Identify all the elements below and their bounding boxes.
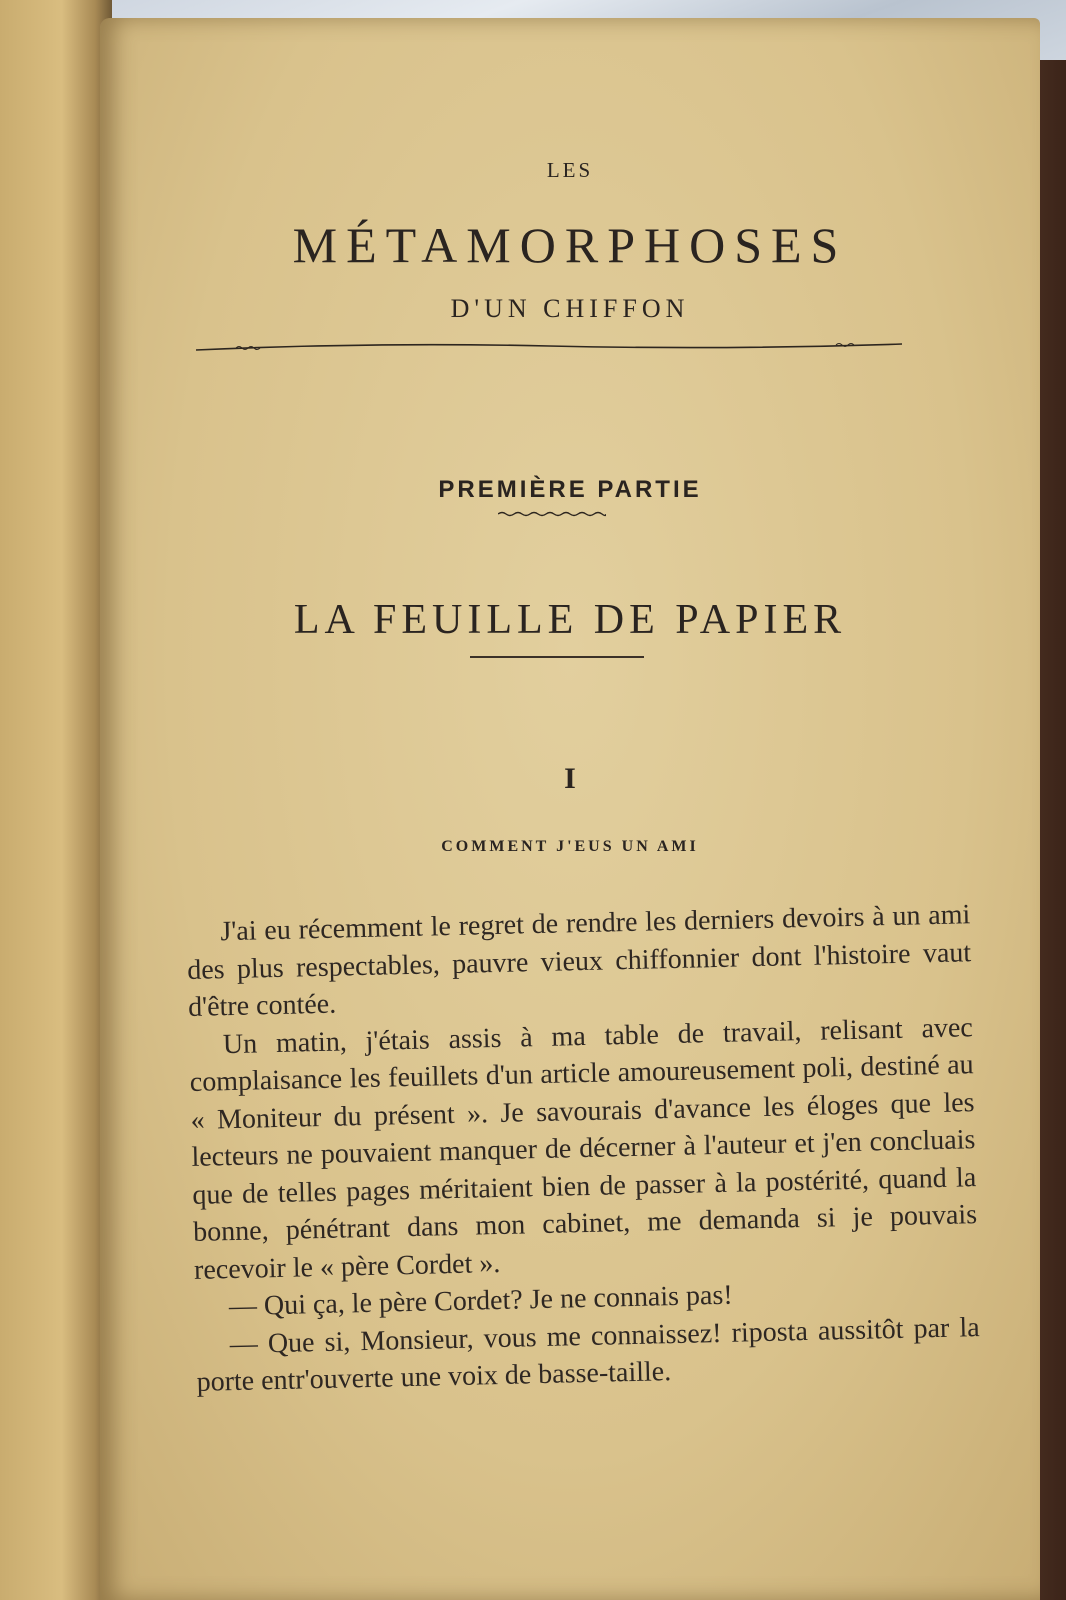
dialog-line: — Qui ça, le père Cordet? Je ne connais pas!: [228, 1279, 733, 1323]
paragraph: J'ai eu récemment le regret de rendre les derniers devoirs à un ami des plus respectables, pauvre vieux chiffonnier dont l'histoire vaut d'être contée.: [186, 899, 972, 1023]
paragraph: Un matin, j'étais assis à ma table de travail, relisant avec complaisance les feuillets d'un article amoureusement poli, destiné au « Moniteur du présent ». Je savourais d'avance les éloges que les lecteurs ne pouvaient manquer de décerner à l'auteur et j'en concluais que de telles pages méritaient bien de passer à la postérité, quand la bonne, pénétrant dans mon cabinet, me demanda si je pouvais recevoir le « père Cordet ».: [189, 1011, 978, 1286]
part-label: PREMIÈRE PARTIE: [438, 476, 702, 503]
plain-rule: [470, 656, 644, 658]
book-title: MÉTAMORPHOSES: [292, 217, 848, 273]
dialog-line: — Que si, Monsieur, vous me connaissez! riposta aussitôt par la porte entr'ouverte une voix de basse-taille.: [196, 1311, 980, 1398]
part-title: LA FEUILLE DE PAPIER: [293, 597, 847, 643]
small-wavy-rule: [498, 510, 606, 518]
wavy-rule: [196, 340, 902, 352]
title-prefix: LES: [546, 158, 594, 182]
book-page: [100, 18, 1040, 1600]
body-text: [186, 896, 981, 1401]
book-subtitle: D'UN CHIFFON: [450, 294, 690, 323]
chapter-title: COMMENT J'EUS UN AMI: [441, 838, 699, 855]
left-facing-page: [0, 0, 112, 1600]
chapter-number: I: [564, 762, 576, 795]
